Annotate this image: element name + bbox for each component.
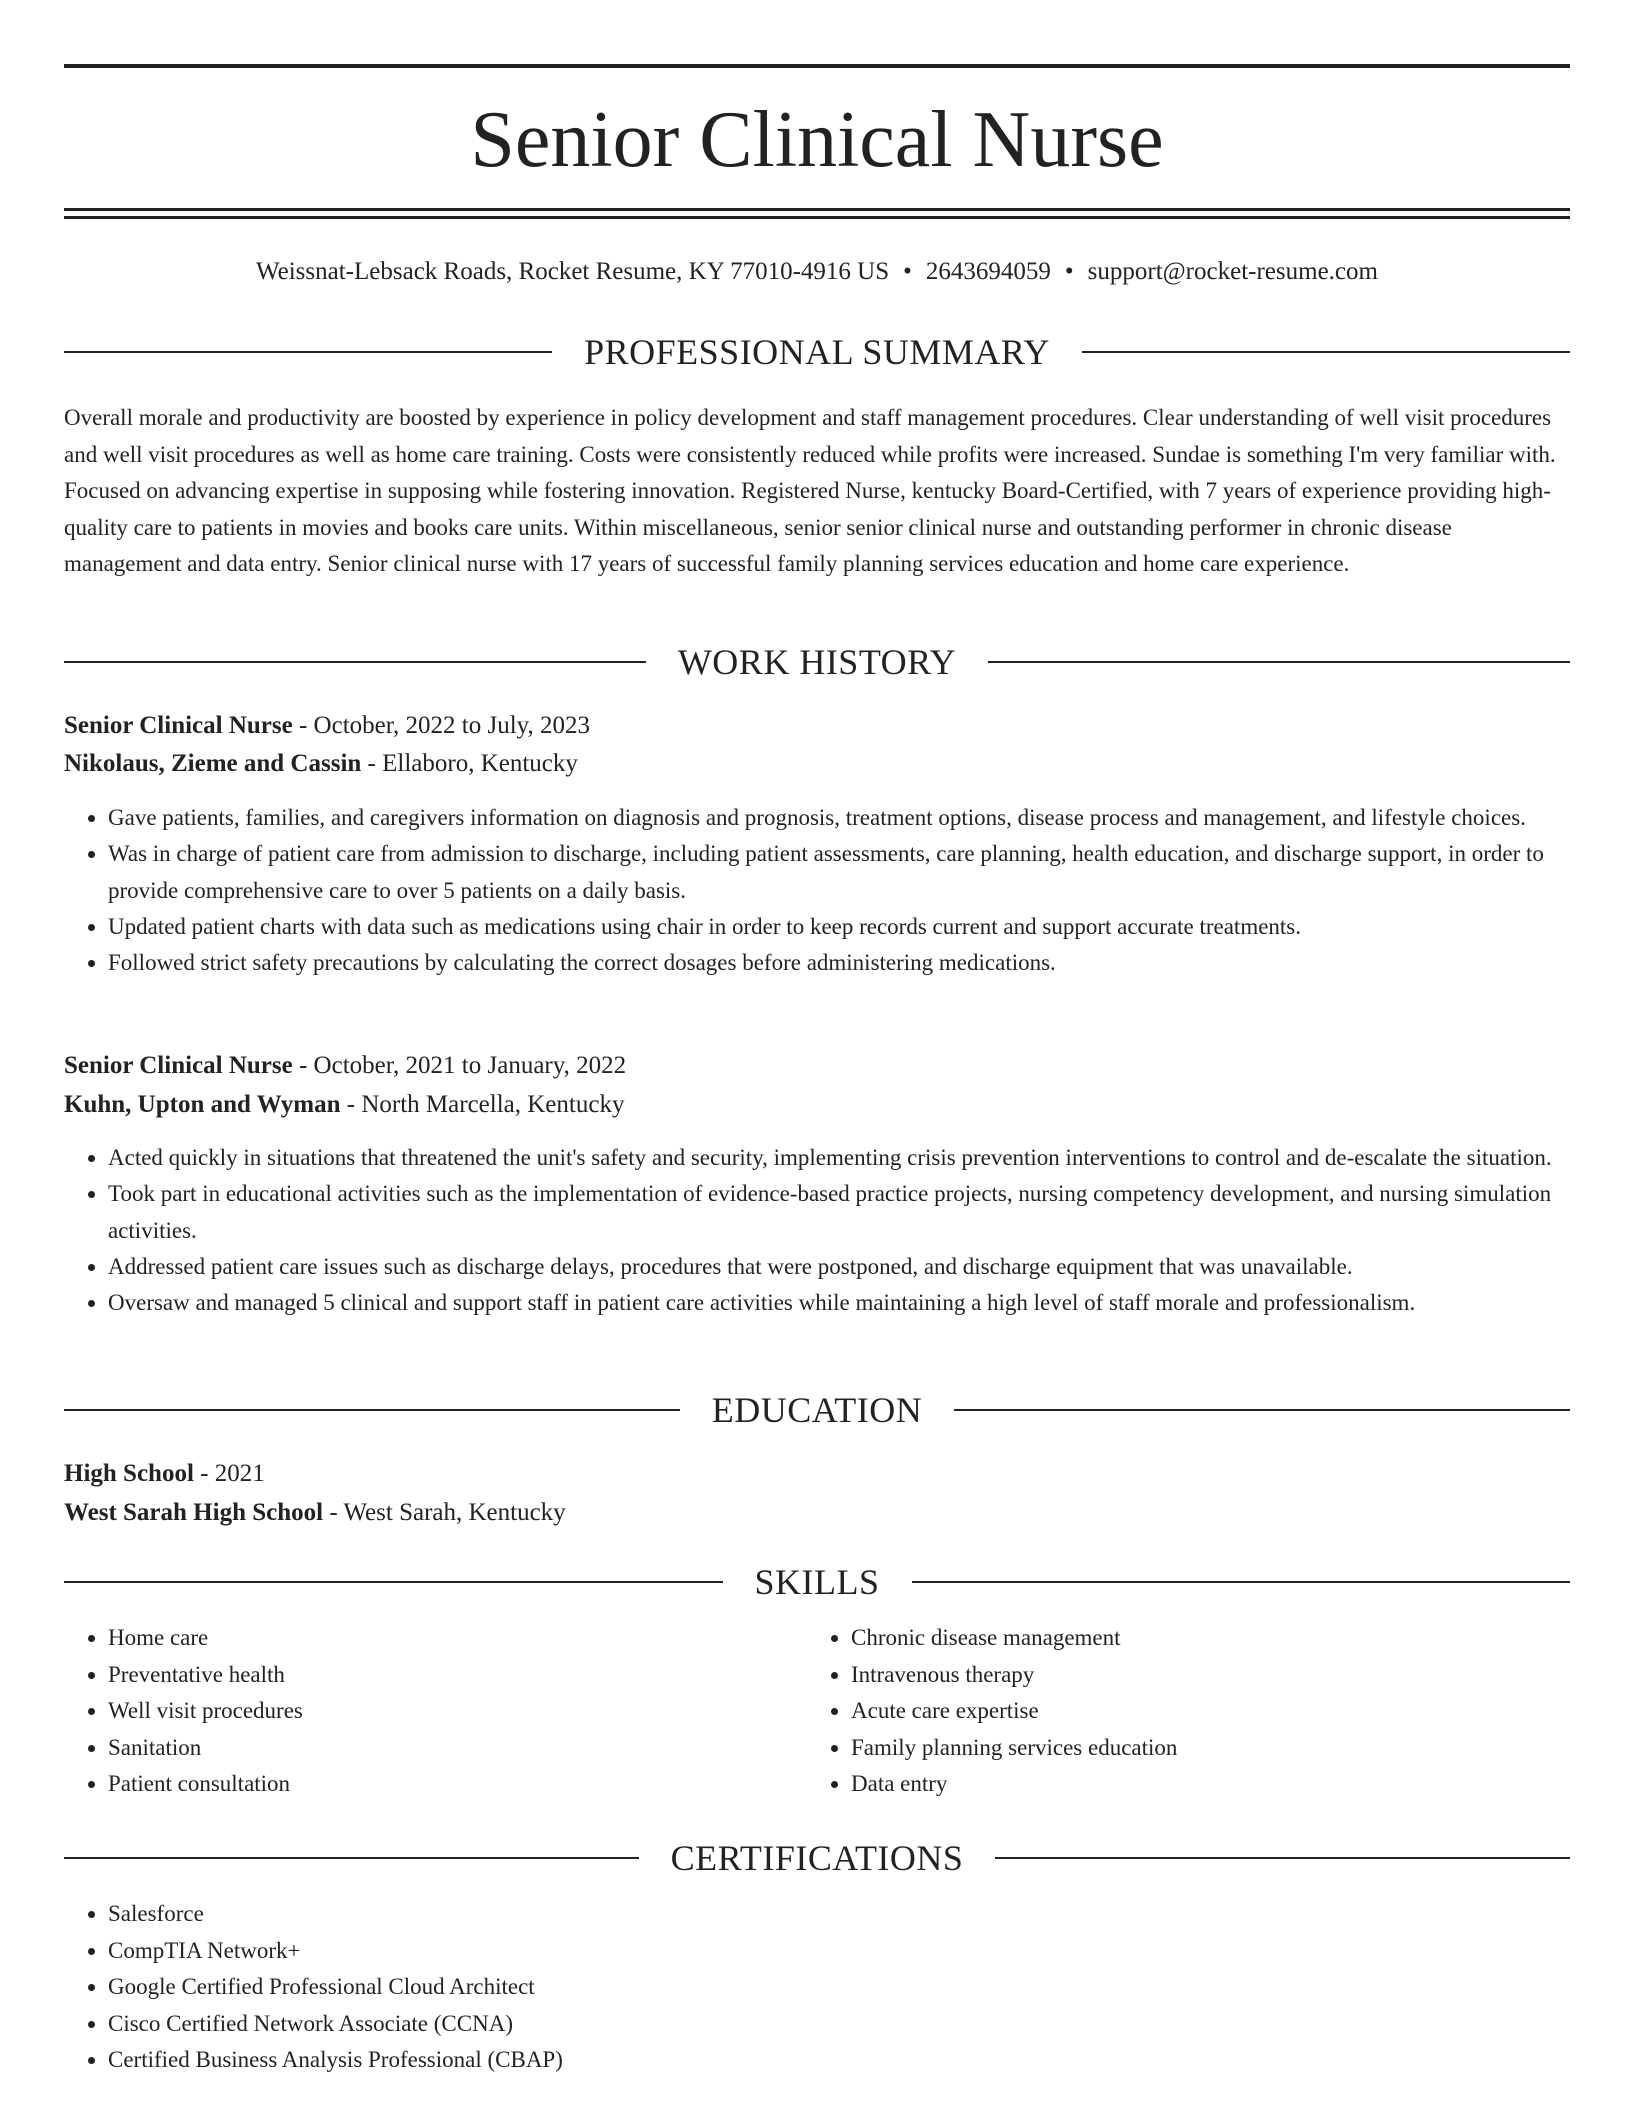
- job-location: - North Marcella, Kentucky: [340, 1091, 625, 1118]
- header-double-rule-upper: [64, 208, 1570, 211]
- header-double-rule-lower: [64, 216, 1570, 219]
- list-item: • Acted quickly in situations that threatened the unit's safety and security, implementing crisis prevention interventions to control and de-escalate the situation.: [108, 1140, 1614, 1176]
- heading-rule-left: [64, 1409, 680, 1411]
- education-school: West Sarah High School: [64, 1499, 324, 1526]
- certification-item: • Cisco Certified Network Associate (CCNA): [108, 2006, 1608, 2043]
- certification-item: • Certified Business Analysis Professional (CBAP): [108, 2042, 1608, 2079]
- skill-item: • Family planning services education: [851, 1730, 1611, 1767]
- certification-item: • Google Certified Professional Cloud Architect: [108, 1969, 1608, 2006]
- heading-rule-right: [912, 1581, 1571, 1583]
- contact-line: [64, 255, 1570, 289]
- heading-rule-right: [954, 1409, 1570, 1411]
- job-employer-line: [64, 1087, 1570, 1123]
- heading-rule-left: [64, 351, 552, 353]
- education-degree: High School: [64, 1460, 194, 1487]
- job-company: Nikolaus, Zieme and Cassin: [64, 750, 362, 777]
- skill-item: • Chronic disease management: [851, 1620, 1611, 1657]
- section-heading-skills: [64, 1562, 1570, 1602]
- job-role: Senior Clinical Nurse: [64, 1052, 293, 1079]
- job-title-line: [64, 1048, 1570, 1084]
- list-item: • Addressed patient care issues such as discharge delays, procedures that were postponed, and discharge equipment that was unavailable.: [108, 1249, 1614, 1285]
- list-item: • Followed strict safety precautions by calculating the correct dosages before administering medications.: [108, 945, 1614, 981]
- list-item: • Was in charge of patient care from admission to discharge, including patient assessments, care planning, health education, and discharge support, in order to provide comprehensive care to over 5 patients on a daily basis.: [108, 836, 1614, 909]
- heading-rule-right: [1082, 351, 1570, 353]
- section-heading-summary: [64, 332, 1570, 372]
- certification-item: • Salesforce: [108, 1896, 1608, 1933]
- header-top-rule: [64, 64, 1570, 68]
- heading-rule-right: [995, 1857, 1570, 1859]
- job-title-line: [64, 708, 1570, 744]
- section-heading-certifications: [64, 1838, 1570, 1878]
- job-dates: - October, 2021 to January, 2022: [292, 1052, 627, 1079]
- contact-separator: •: [903, 258, 912, 285]
- certifications-list: [64, 1896, 1608, 2079]
- list-item: • Gave patients, families, and caregivers information on diagnosis and prognosis, treatment options, disease process and management, and lifestyle choices.: [108, 800, 1614, 836]
- section-title: SKILLS: [754, 1562, 880, 1602]
- section-title: WORK HISTORY: [677, 642, 957, 682]
- resume-name: Senior Clinical Nurse: [470, 96, 1164, 184]
- job-company: Kuhn, Upton and Wyman: [64, 1091, 341, 1118]
- heading-rule-left: [64, 1581, 723, 1583]
- education-location: - West Sarah, Kentucky: [323, 1499, 566, 1526]
- section-title: EDUCATION: [711, 1390, 923, 1430]
- skill-item: • Well visit procedures: [108, 1693, 808, 1730]
- job-bullets: [64, 800, 1614, 981]
- skills-list-right: [807, 1620, 1611, 1803]
- list-item: • Took part in educational activities such as the implementation of evidence-based practice projects, nursing competency development, and nursing simulation activities.: [108, 1176, 1614, 1249]
- education-year: - 2021: [193, 1460, 265, 1487]
- job-employer-line: [64, 746, 1570, 782]
- contact-address: Weissnat-Lebsack Roads, Rocket Resume, KY 77010-4916 US: [256, 258, 890, 285]
- list-item: • Updated patient charts with data such as medications using chair in order to keep records current and support accurate treatments.: [108, 909, 1614, 945]
- skill-item: • Acute care expertise: [851, 1693, 1611, 1730]
- skills-list-left: [64, 1620, 808, 1803]
- contact-email: support@rocket-resume.com: [1087, 258, 1378, 285]
- list-item: • Oversaw and managed 5 clinical and support staff in patient care activities while maintaining a high level of staff morale and professionalism.: [108, 1285, 1614, 1321]
- skill-item: • Home care: [108, 1620, 808, 1657]
- contact-separator: •: [1064, 258, 1074, 285]
- skill-item: • Intravenous therapy: [851, 1657, 1611, 1694]
- section-title: PROFESSIONAL SUMMARY: [584, 332, 1050, 372]
- education-school-line: [64, 1495, 1570, 1531]
- certification-item: • CompTIA Network+: [108, 1933, 1608, 1970]
- heading-rule-left: [64, 661, 646, 663]
- skill-item: • Preventative health: [108, 1657, 808, 1694]
- job-role: Senior Clinical Nurse: [64, 712, 293, 739]
- section-heading-work-history: [64, 642, 1570, 682]
- section-title: CERTIFICATIONS: [670, 1838, 964, 1878]
- heading-rule-left: [64, 1857, 639, 1859]
- skill-item: • Sanitation: [108, 1730, 808, 1767]
- job-bullets: [64, 1140, 1614, 1321]
- section-heading-education: [64, 1390, 1570, 1430]
- skill-item: • Patient consultation: [108, 1766, 808, 1803]
- summary-text: Overall morale and productivity are boosted by experience in policy development and staff management procedures. Clear understanding of well visit procedures and well visit procedures as well as home care training. Costs were consistently reduced while profits were increased. Sundae is something I'm very familiar with. Focused on advancing expertise in supposing while fostering innovation. Registered Nurse, kentucky Board-Certified, with 7 years of experience providing high-quality care to patients in movies and books care units. Within miscellaneous, senior senior clinical nurse and outstanding performer in chronic disease management and data entry. Senior clinical nurse with 17 years of successful family planning services education and home care experience.: [64, 405, 1556, 576]
- job-dates: - October, 2022 to July, 2023: [292, 712, 591, 739]
- skill-item: • Data entry: [851, 1766, 1611, 1803]
- education-degree-line: [64, 1456, 1570, 1492]
- heading-rule-right: [988, 661, 1570, 663]
- contact-phone: 2643694059: [925, 258, 1051, 285]
- job-location: - Ellaboro, Kentucky: [361, 750, 578, 777]
